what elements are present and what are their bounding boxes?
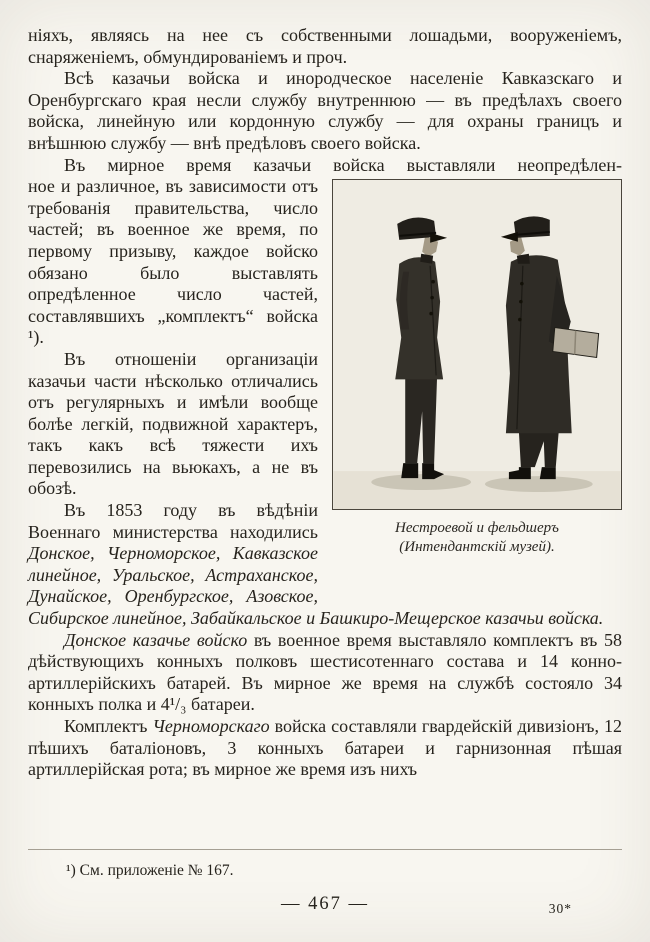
paragraph-4: Въ отношеніи организаціи казачьи части нѣсколько отличались отъ регулярныхъ и имѣли вообще болѣе легкій, подвижной характеръ, такъ какъ всѣ тяжести ихъ перевозились на вьюкахъ, а не въ обозѣ. [28, 348, 318, 499]
text-run: въ военное время выставляло комплектъ въ 58 дѣйствующихъ конныхъ полковъ шестисотеннаго состава и 14 конно-артиллерійскихъ батарей. Въ мирное же время на службѣ состояло 34 конныхъ полка и 4¹/₃ батареи. [28, 629, 623, 715]
text-run-italic: Донское, Черноморское, Кавказское линейное, Уральское, Астраханское, Дунайское, Оренбургское, Азовское, Сибирское линейное, Забайкальское и Башкиро-Мещерское казачьи войска. [28, 543, 604, 629]
paragraph-3-rest: ное и различное, въ зависимости отъ требованія правительства, число частей; въ военное же время, по первому призыву, каждое войско обязано было выставлять опредѣленное число частей, составлявшихъ „комплектъ“ войска ¹). [28, 176, 318, 348]
paragraph-continuation: ніяхъ, являясь на нее съ собственными лошадьми, вооруженіемъ, снаряженіемъ, обмундированіемъ и проч. [28, 25, 622, 67]
shadow-right [485, 476, 593, 492]
text-run: войска составляли гвардейскій дивизіонъ, 12 пѣшихъ баталіоновъ, 3 конныхъ батареи и гарнизонная пѣшая артиллерійская рота; въ мирное же время изъ нихъ [28, 716, 622, 780]
text-run: Въ 1853 году въ вѣдѣніи Военнаго министерства находились [28, 500, 318, 542]
paragraph-6 [28, 630, 622, 716]
page-number: — 467 — [281, 894, 369, 915]
ground [333, 471, 620, 509]
text-run-italic: Черноморскаго [152, 716, 270, 736]
photo-frame [332, 179, 622, 510]
footnote: ¹) См. приложеніе № 167. [66, 862, 234, 880]
shadow-left [371, 474, 471, 490]
footnote-rule [28, 849, 622, 850]
caption-line-2: (Интендантскій музей). [399, 539, 555, 556]
signature-mark: 30* [548, 901, 572, 917]
caption-line-1: Нестроевой и фельдшеръ [395, 520, 559, 537]
text-run: Комплектъ [64, 716, 153, 736]
paragraph-2: Всѣ казачьи войска и инородческое населеніе Кавказскаго и Оренбургскаго края несли службу внутреннюю — въ предѣлахъ своего войска, линейную или кордонную службу — для охраны границъ и внѣшнюю службу — внѣ предѣловъ своего войска. [28, 68, 622, 153]
figure-soldiers [332, 179, 622, 557]
soldiers-photo-illustration [333, 180, 621, 509]
text-run-italic: Донское казачье войско [64, 629, 248, 650]
paragraph-3-first-line: Въ мирное время казачьи войска выставляли неопредѣлен- [64, 154, 622, 175]
figure-caption [332, 519, 622, 557]
paragraph-7 [28, 716, 622, 781]
